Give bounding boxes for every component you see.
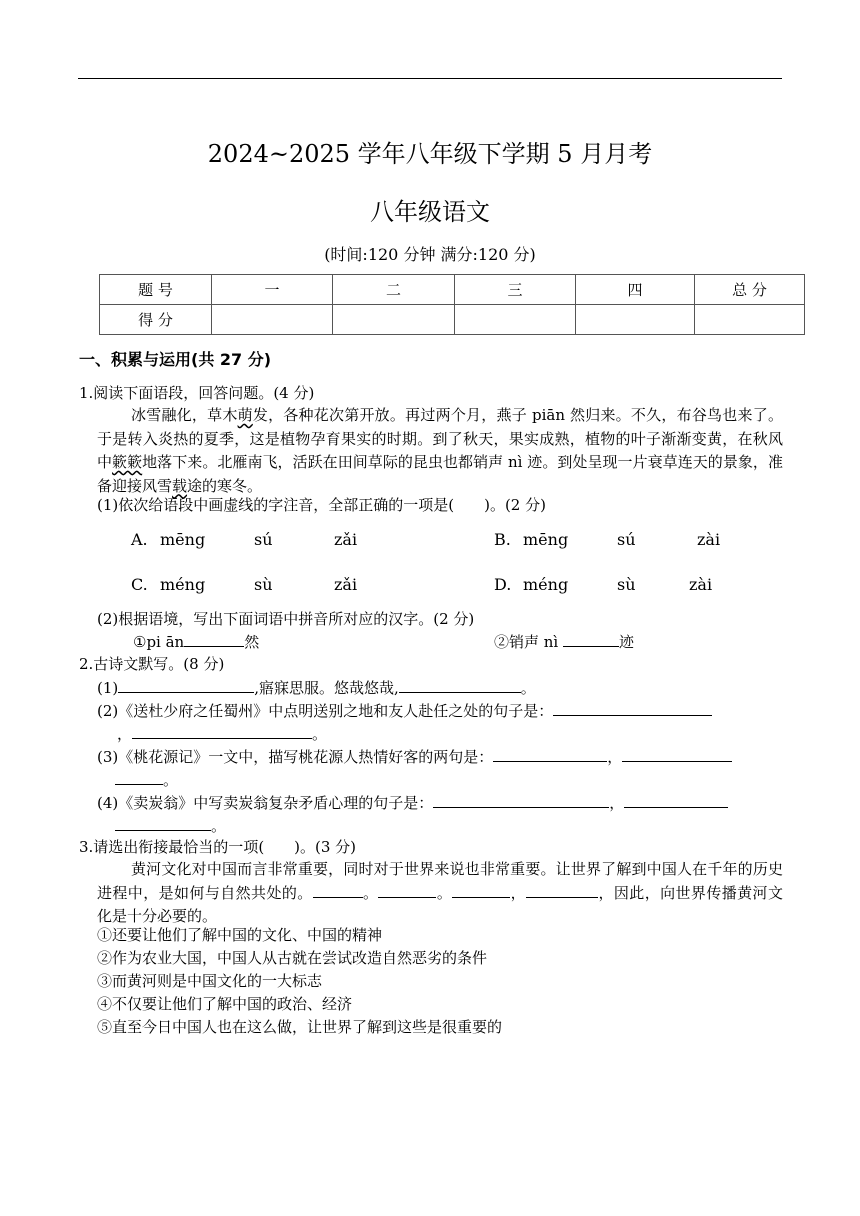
q3-blank-3[interactable]	[452, 881, 510, 898]
q1-blank1-pinyin: ①pi ān	[133, 633, 185, 651]
q1-passage-part-b: 发，各种花次第开放。再过两个月，燕子 piān 然归来。不久，布谷鸟也来了。于是转入炎热的夏季，这是植物孕育果实的时期。到了秋天，果实成熟，植物的叶子渐渐变黄，在秋风中	[97, 406, 783, 471]
exam-time-info: (时间:120 分钟 满分:120 分)	[324, 245, 536, 264]
option-c-zai: zǎi	[334, 575, 358, 594]
score-cell-part2: 二	[333, 275, 455, 305]
option-c-meng: méng	[160, 575, 206, 594]
q1-passage-part-a: 冰雪融化，草木	[131, 406, 238, 424]
exam-subject: 八年级语文	[370, 198, 490, 226]
q1-stem: 1.阅读下面语段，回答问题。(4 分)	[79, 384, 315, 402]
q2-blank-2a[interactable]	[553, 699, 712, 716]
q1-blank1-input[interactable]	[184, 630, 244, 647]
q3-sep-2: 。	[436, 884, 453, 902]
option-a-zai: zǎi	[334, 530, 358, 549]
q2-line1	[97, 676, 536, 699]
q2-blank-2b[interactable]	[132, 722, 312, 739]
score-input-1[interactable]	[212, 305, 333, 335]
q2-l2-text: (2)《送杜少府之任蜀州》中点明送别之地和友人赴任之处的句子是：	[97, 702, 554, 720]
q2-blank-4a[interactable]	[433, 791, 609, 808]
score-table-score-row	[100, 305, 805, 335]
q1-sub2: (2)根据语境，写出下面词语中拼音所对应的汉字。(2 分)	[97, 610, 475, 628]
option-d-su: sù	[617, 575, 636, 594]
q2-line4b	[115, 814, 226, 837]
option-d-label: D.	[494, 575, 512, 594]
q3-item-1: ①还要让他们了解中国的文化、中国的精神	[97, 926, 383, 944]
q1-blank2-pinyin: ②销声 nì	[494, 633, 559, 651]
q2-line3	[97, 745, 732, 768]
score-cell-part1: 一	[212, 275, 333, 305]
q2-blank-4b[interactable]	[624, 791, 728, 808]
q3-sep-3: ，	[510, 884, 527, 902]
option-b-meng: mēng	[523, 530, 569, 549]
q2-l2b-comma: ，	[117, 725, 133, 743]
q2-blank-3c[interactable]	[115, 768, 163, 785]
q2-line3b	[115, 768, 178, 791]
option-b-label: B.	[494, 530, 511, 549]
q3-blank-2[interactable]	[378, 881, 436, 898]
q2-l2b-end: 。	[312, 725, 328, 743]
q2-l3-text: (3)《桃花源记》一文中，描写桃花源人热情好客的两句是：	[97, 748, 494, 766]
q2-line2b	[117, 722, 327, 745]
q2-blank-4c[interactable]	[115, 814, 211, 831]
q1-passage-part-d: 途的寒冬。	[187, 476, 263, 495]
score-cell-part4: 四	[576, 275, 695, 305]
q3-stem: 3.请选出衔接最恰当的一项( )。(3 分)	[79, 838, 357, 856]
q2-l3b-end: 。	[163, 771, 179, 789]
option-a-label: A.	[131, 530, 148, 549]
q1-passage	[97, 404, 783, 498]
exam-title: 2024~2025 学年八年级下学期 5 月月考	[207, 140, 653, 168]
score-cell-label: 题 号	[100, 275, 212, 305]
q2-l1-end: 。	[520, 679, 536, 697]
option-d-meng: méng	[523, 575, 569, 594]
q3-item-4: ④不仅要让他们了解中国的政治、经济	[97, 995, 353, 1013]
option-d-zai: zài	[689, 575, 713, 594]
q1-blank2-input[interactable]	[563, 630, 619, 647]
q3-passage	[97, 858, 783, 928]
q1-passage-part-c: 地落下来。北雁南飞，活跃在田间草际的昆虫也都销声 nì 迹。到处呈现一片衰草连天的景象，准备迎接风雪	[97, 453, 783, 495]
q3-item-3: ③而黄河则是中国文化的一大标志	[97, 972, 323, 990]
option-b-zai: zài	[697, 530, 721, 549]
q1-sub1: (1)依次给语段中画虚线的字注音，全部正确的一项是( )。(2 分)	[97, 496, 546, 514]
score-input-4[interactable]	[576, 305, 695, 335]
option-c-label: C.	[131, 575, 148, 594]
q2-stem: 2.古诗文默写。(8 分)	[79, 655, 225, 673]
q1-blank1-suffix: 然	[244, 633, 260, 651]
q2-l4-text: (4)《卖炭翁》中写卖炭翁复杂矛盾心理的句子是：	[97, 794, 434, 812]
score-input-total[interactable]	[695, 305, 805, 335]
q2-l4b-end: 。	[211, 817, 227, 835]
option-b-su: sú	[617, 530, 636, 549]
score-table-header-row	[100, 275, 805, 305]
q1-blank2-row	[494, 630, 634, 653]
q3-sep-1: 。	[362, 884, 379, 902]
q1-blank1-row	[133, 630, 259, 653]
score-row-label: 得 分	[100, 305, 212, 335]
q2-l3-comma: ，	[607, 748, 623, 766]
q2-line4	[97, 791, 728, 814]
option-c-su: sù	[254, 575, 273, 594]
option-a-su: sú	[254, 530, 273, 549]
q2-l1-text: ,寤寐思服。悠哉悠哉,	[254, 679, 399, 697]
q1-mark-meng: 萌	[237, 406, 253, 424]
score-input-3[interactable]	[455, 305, 576, 335]
q3-item-2: ②作为农业大国，中国人从古就在尝试改造自然恶劣的条件	[97, 949, 488, 967]
score-input-2[interactable]	[333, 305, 455, 335]
q1-mark-su: 簌簌	[112, 453, 143, 471]
q3-passage-part-b: ，因此，向世界传播黄河文化是十分必要的。	[97, 884, 783, 925]
q2-blank-1b[interactable]	[399, 676, 521, 693]
q2-blank-3a[interactable]	[493, 745, 607, 762]
q3-blank-1[interactable]	[313, 881, 363, 898]
q3-blank-5[interactable]	[584, 881, 598, 898]
q2-blank-1a[interactable]	[118, 676, 254, 693]
score-table	[99, 274, 805, 335]
q2-l4-comma: ，	[609, 794, 625, 812]
section-heading: 一、积累与运用(共 27 分)	[79, 350, 272, 369]
q3-passage-part-a: 黄河文化对中国而言非常重要，同时对于世界来说也非常重要。让世界了解到中国人在千年的历史进程中，是如何与自然共处的。	[97, 860, 783, 902]
q3-item-5: ⑤直至今日中国人也在这么做，让世界了解到这些是很重要的	[97, 1018, 503, 1036]
score-cell-total: 总 分	[695, 275, 805, 305]
q2-line2	[97, 699, 712, 722]
q3-blank-4[interactable]	[526, 881, 584, 898]
top-rule	[78, 78, 782, 79]
q1-blank2-suffix: 迹	[619, 633, 635, 651]
q1-mark-zai: 载	[172, 476, 188, 495]
option-a-meng: mēng	[160, 530, 206, 549]
score-cell-part3: 三	[455, 275, 576, 305]
q2-l1-prefix: (1)	[97, 679, 119, 697]
q2-blank-3b[interactable]	[622, 745, 732, 762]
